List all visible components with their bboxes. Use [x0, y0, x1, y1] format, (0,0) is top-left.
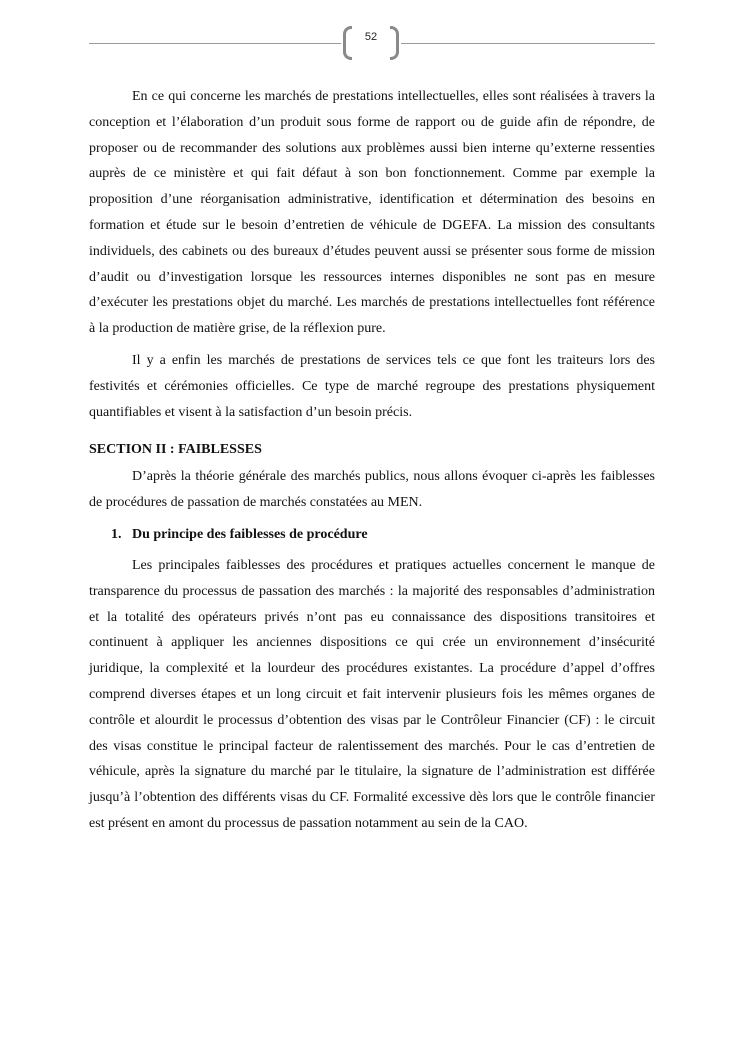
- subsection-number: 1.: [111, 526, 122, 542]
- paragraph-section-intro: D’après la théorie générale des marchés publics, nous allons évoquer ci-après les faiblesses de procédures de passation de marchés constatées au MEN.: [89, 469, 655, 511]
- header-rule-left: [89, 43, 341, 44]
- page-body: [89, 84, 655, 843]
- section-title: SECTION II : FAIBLESSES: [89, 442, 262, 458]
- page-number: 52: [364, 31, 378, 43]
- paragraph-intellectual-services: En ce qui concerne les marchés de prestations intellectuelles, elles sont réalisées à travers la conception et l’élaboration d’un produit sous forme de rapport ou de guide afin de répondre, de proposer ou de recommander des solutions aux problèmes aussi bien interne qu’externe ressenties auprès de ce ministère et qui fait défaut à son bon fonctionnement. Comme par exemple la proposition d’une réorganisation administrative, identification et détermination des besoins en formation et étude sur le besoin d’entretien de véhicule de DGEFA. La mission des consultants individuels, des cabinets ou des bureaux d’études peuvent aussi se présenter sous forme de mission d’audit ou d’investigation lorsque les ressources internes disponibles ne sont pas en mesure d’exécuter les prestations objet du marché. Les marchés de prestations intellectuelles font référence à la production de matière grise, de la réflexion pure.: [89, 89, 655, 337]
- subsection-heading: [89, 522, 655, 547]
- subsection-title: Du principe des faiblesses de procédure: [132, 526, 368, 542]
- paragraph-service-contracts: Il y a enfin les marchés de prestations de services tels ce que font les traiteurs lors des festivités et cérémonies officielles. Ce type de marché regroupe des prestations physiquement quantifiables et visent à la satisfaction d’un besoin précis.: [89, 352, 655, 420]
- page-number-bracket-left: [343, 26, 352, 60]
- page-header: [89, 26, 655, 64]
- header-rule-right: [401, 43, 655, 44]
- page-number-bracket-right: [390, 26, 399, 60]
- paragraph-procedure-weaknesses: Les principales faiblesses des procédures et pratiques actuelles concernent le manque de transparence du processus de passation des marchés : la majorité des responsables d’administration et la totalité des opérateurs privés n’ont pas eu connaissance des dispositions transitoires et continuent à appliquer les anciennes dispositions ce qui crée un environnement d’insécurité juridique, la complexité et la lourdeur des procédures existantes. La procédure d’appel d’offres comprend diverses étapes et un long circuit et fait intervenir plusieurs fois les mêmes organes de contrôle et alourdit le processus d’obtention des visas par le Contrôleur Financier (CF) : le circuit des visas constitue le principal facteur de ralentissement des marchés. Pour le cas d’entretien de véhicule, après la signature du marché par le titulaire, la signature de l’administration est différée jusqu’à l’obtention des différents visas du CF. Formalité excessive dès lors que le contrôle financier est présent en amont du processus de passation notamment au sein de la CAO.: [89, 557, 655, 831]
